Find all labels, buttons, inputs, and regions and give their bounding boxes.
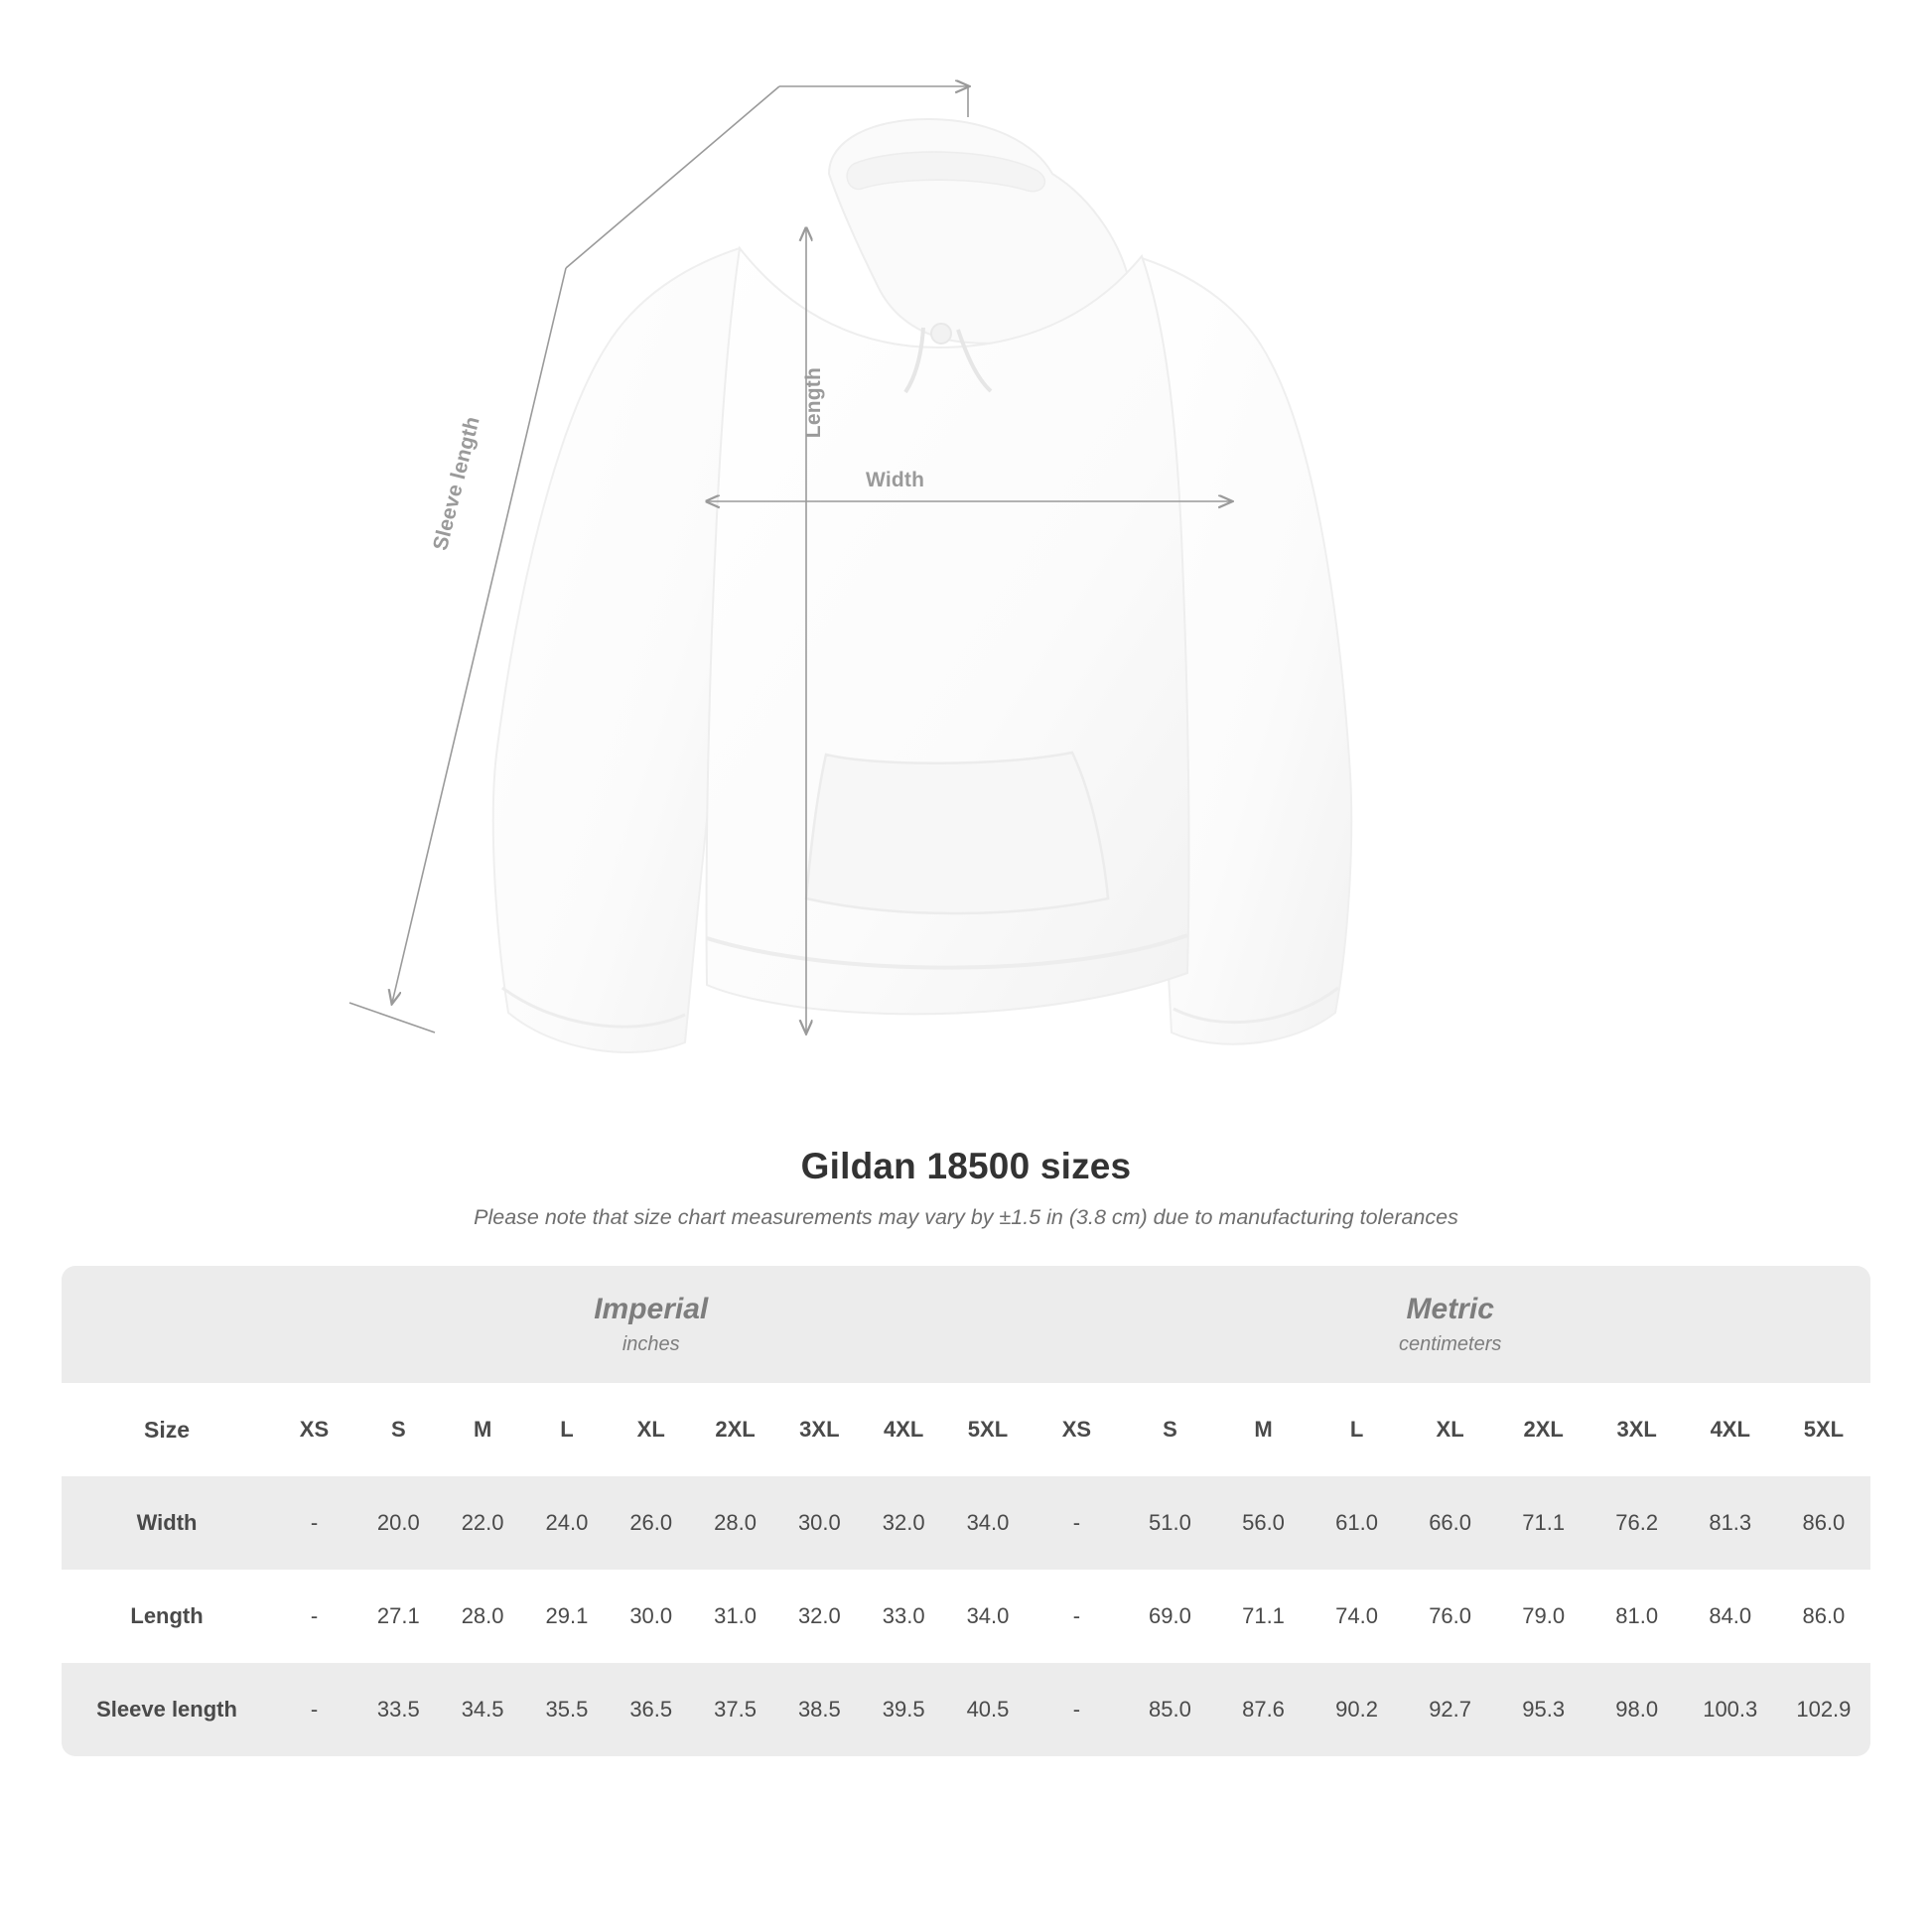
- cell-sleeve-imperial-xl: 36.5: [609, 1663, 693, 1756]
- cell-sleeve-imperial-2xl: 37.5: [693, 1663, 777, 1756]
- cell-sleeve-imperial-4xl: 39.5: [862, 1663, 946, 1756]
- tolerance-note: Please note that size chart measurements may vary by ±1.5 in (3.8 cm) due to manufacturing tolerances: [474, 1205, 1458, 1229]
- cell-length-imperial-3xl: 32.0: [777, 1570, 862, 1663]
- cell-length-metric-m: 71.1: [1216, 1570, 1310, 1663]
- unit-group-imperial: [272, 1266, 1030, 1383]
- cell-length-metric-l: 74.0: [1311, 1570, 1404, 1663]
- cell-width-imperial-5xl: 34.0: [946, 1476, 1031, 1570]
- cell-length-metric-3xl: 81.0: [1590, 1570, 1684, 1663]
- cell-width-imperial-xs: -: [272, 1476, 356, 1570]
- cell-length-metric-4xl: 84.0: [1684, 1570, 1777, 1663]
- cell-length-imperial-2xl: 31.0: [693, 1570, 777, 1663]
- cell-length-metric-xl: 76.0: [1404, 1570, 1497, 1663]
- cell-sleeve-imperial-3xl: 38.5: [777, 1663, 862, 1756]
- cell-sleeve-metric-4xl: 100.3: [1684, 1663, 1777, 1756]
- cell-width-imperial-xl: 26.0: [609, 1476, 693, 1570]
- size-header-imperial-xl: XL: [609, 1383, 693, 1476]
- cell-width-imperial-s: 20.0: [356, 1476, 441, 1570]
- cell-length-metric-xs: -: [1030, 1570, 1123, 1663]
- cell-length-imperial-4xl: 33.0: [862, 1570, 946, 1663]
- unit-group-metric: [1030, 1266, 1870, 1383]
- size-header-row: [62, 1383, 1870, 1476]
- length-dimension-label: Length: [802, 367, 825, 439]
- cell-length-imperial-m: 28.0: [441, 1570, 525, 1663]
- size-header-metric-3xl: 3XL: [1590, 1383, 1684, 1476]
- size-header-metric-5xl: 5XL: [1777, 1383, 1870, 1476]
- size-header-imperial-4xl: 4XL: [862, 1383, 946, 1476]
- sleeve-length-dimension-label: Sleeve length: [429, 414, 484, 553]
- cell-sleeve-metric-xs: -: [1030, 1663, 1123, 1756]
- cell-length-metric-5xl: 86.0: [1777, 1570, 1870, 1663]
- cell-sleeve-metric-2xl: 95.3: [1497, 1663, 1590, 1756]
- cell-width-imperial-m: 22.0: [441, 1476, 525, 1570]
- row-label-sleeve-length: Sleeve length: [62, 1663, 272, 1756]
- cell-width-imperial-2xl: 28.0: [693, 1476, 777, 1570]
- unit-group-metric-name: Metric: [1406, 1293, 1494, 1326]
- size-header-imperial-2xl: 2XL: [693, 1383, 777, 1476]
- page-title: Gildan 18500 sizes: [800, 1146, 1132, 1186]
- size-header-metric-l: L: [1311, 1383, 1404, 1476]
- size-chart-table: [62, 1266, 1870, 1756]
- size-header-imperial-xs: XS: [272, 1383, 356, 1476]
- size-header-metric-xl: XL: [1404, 1383, 1497, 1476]
- cell-width-imperial-4xl: 32.0: [862, 1476, 946, 1570]
- cell-width-metric-3xl: 76.2: [1590, 1476, 1684, 1570]
- cell-length-imperial-xl: 30.0: [609, 1570, 693, 1663]
- cell-length-metric-2xl: 79.0: [1497, 1570, 1590, 1663]
- cell-sleeve-metric-s: 85.0: [1123, 1663, 1216, 1756]
- cell-length-imperial-l: 29.1: [525, 1570, 610, 1663]
- row-label-width: Width: [62, 1476, 272, 1570]
- unit-group-metric-sub: centimeters: [1399, 1332, 1502, 1355]
- title-block: [0, 1146, 1932, 1230]
- cell-width-imperial-3xl: 30.0: [777, 1476, 862, 1570]
- cell-sleeve-metric-5xl: 102.9: [1777, 1663, 1870, 1756]
- cell-width-metric-m: 56.0: [1216, 1476, 1310, 1570]
- size-header-imperial-5xl: 5XL: [946, 1383, 1031, 1476]
- size-header-metric-xs: XS: [1030, 1383, 1123, 1476]
- cell-sleeve-metric-l: 90.2: [1311, 1663, 1404, 1756]
- cell-sleeve-imperial-m: 34.5: [441, 1663, 525, 1756]
- unit-header-row: [62, 1266, 1870, 1383]
- cell-width-metric-l: 61.0: [1311, 1476, 1404, 1570]
- cell-width-metric-5xl: 86.0: [1777, 1476, 1870, 1570]
- cell-width-metric-4xl: 81.3: [1684, 1476, 1777, 1570]
- cell-length-imperial-xs: -: [272, 1570, 356, 1663]
- cell-sleeve-metric-3xl: 98.0: [1590, 1663, 1684, 1756]
- size-header-imperial-l: L: [525, 1383, 610, 1476]
- cell-sleeve-imperial-l: 35.5: [525, 1663, 610, 1756]
- width-dimension-label: Width: [866, 469, 925, 491]
- table-row: [62, 1476, 1870, 1570]
- cell-sleeve-imperial-xs: -: [272, 1663, 356, 1756]
- unit-group-imperial-sub: inches: [621, 1332, 680, 1355]
- cell-width-metric-2xl: 71.1: [1497, 1476, 1590, 1570]
- cell-sleeve-imperial-s: 33.5: [356, 1663, 441, 1756]
- cell-sleeve-metric-xl: 92.7: [1404, 1663, 1497, 1756]
- row-label-length: Length: [62, 1570, 272, 1663]
- size-header-metric-4xl: 4XL: [1684, 1383, 1777, 1476]
- cell-length-metric-s: 69.0: [1123, 1570, 1216, 1663]
- size-header-imperial-m: M: [441, 1383, 525, 1476]
- size-header-imperial-s: S: [356, 1383, 441, 1476]
- cell-sleeve-metric-m: 87.6: [1216, 1663, 1310, 1756]
- cell-length-imperial-s: 27.1: [356, 1570, 441, 1663]
- unit-group-imperial-name: Imperial: [594, 1293, 709, 1326]
- size-header-metric-2xl: 2XL: [1497, 1383, 1590, 1476]
- size-header-metric-m: M: [1216, 1383, 1310, 1476]
- cell-width-imperial-l: 24.0: [525, 1476, 610, 1570]
- size-header-metric-s: S: [1123, 1383, 1216, 1476]
- size-header-imperial-3xl: 3XL: [777, 1383, 862, 1476]
- cell-length-imperial-5xl: 34.0: [946, 1570, 1031, 1663]
- table-row: [62, 1570, 1870, 1663]
- hoodie-illustration: [493, 119, 1351, 1052]
- cell-sleeve-imperial-5xl: 40.5: [946, 1663, 1031, 1756]
- cell-width-metric-xl: 66.0: [1404, 1476, 1497, 1570]
- size-chart-table-wrapper: [62, 1266, 1870, 1756]
- unit-header-spacer: [62, 1266, 272, 1383]
- size-header-label: Size: [62, 1383, 272, 1476]
- cell-width-metric-xs: -: [1030, 1476, 1123, 1570]
- table-row: [62, 1663, 1870, 1756]
- cell-width-metric-s: 51.0: [1123, 1476, 1216, 1570]
